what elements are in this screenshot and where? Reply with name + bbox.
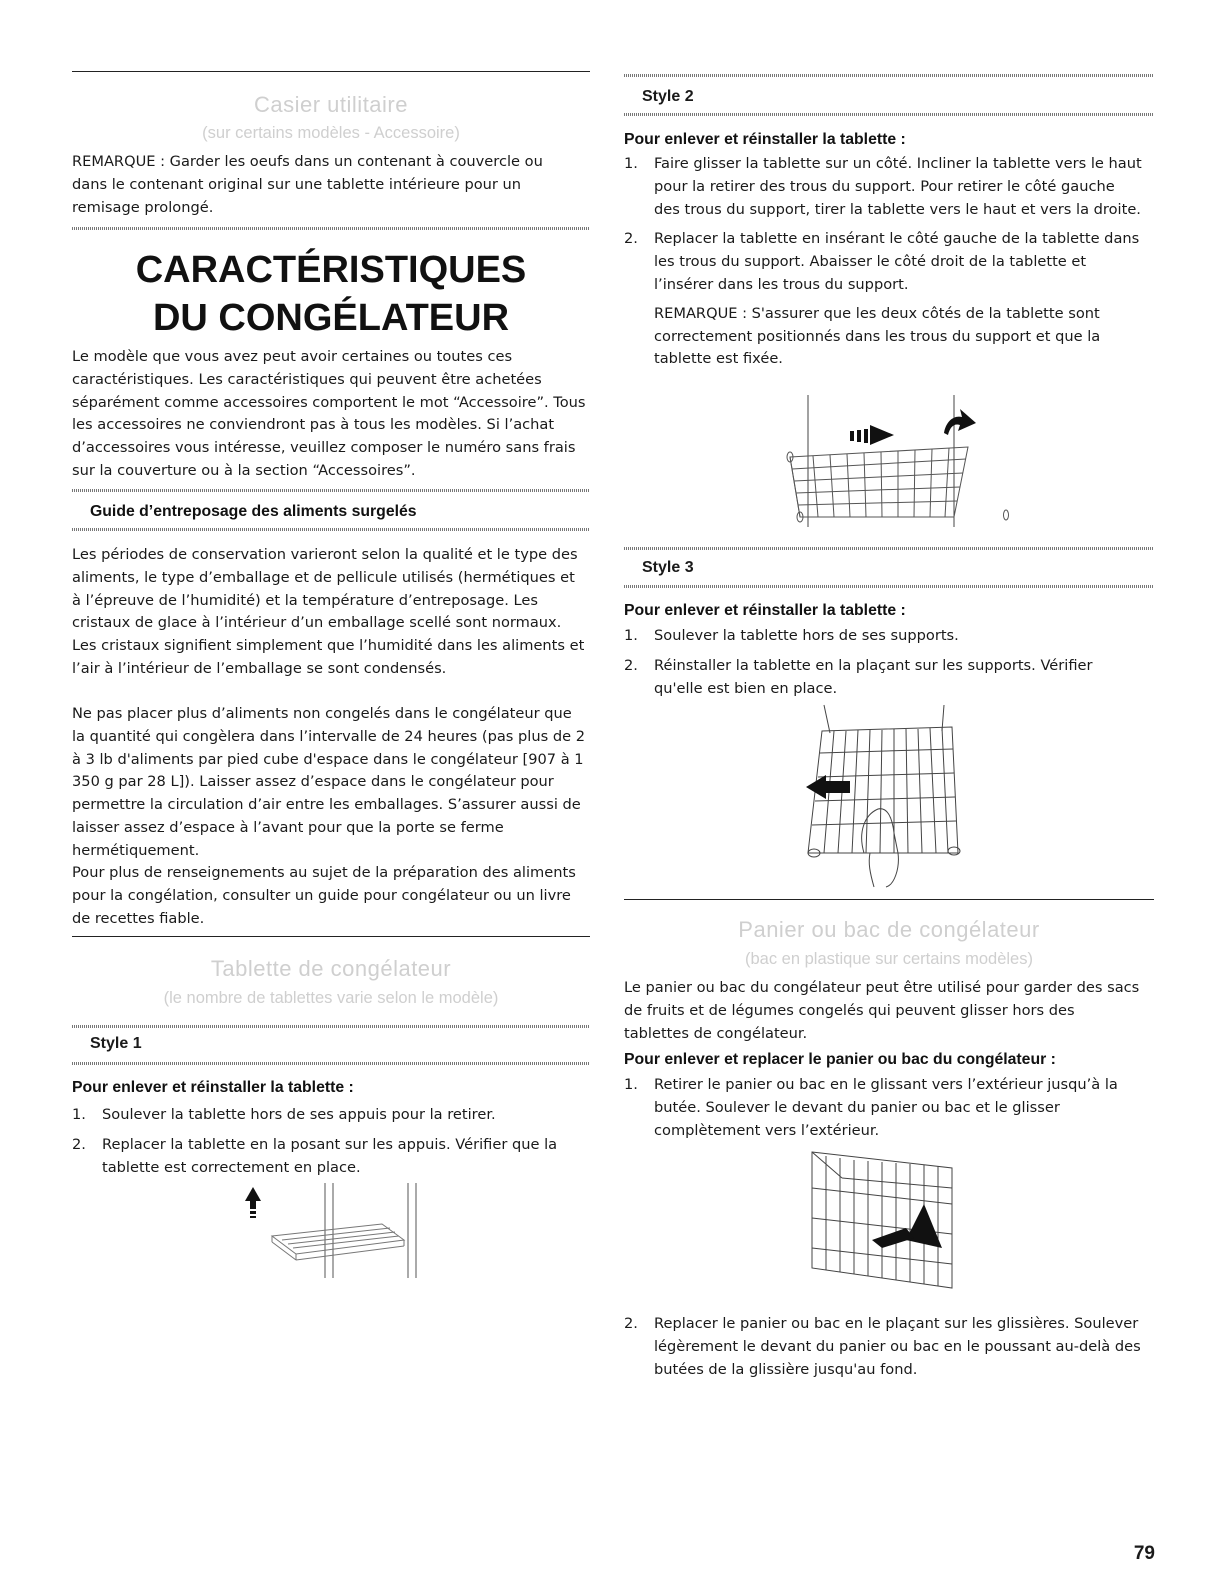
section-rule xyxy=(624,113,1154,116)
list-item xyxy=(624,1313,1142,1381)
panier-title: Panier ou bac de congélateur xyxy=(738,917,1040,942)
style3-label: Style 3 xyxy=(642,559,694,576)
list-item xyxy=(72,1104,586,1127)
style3-heading: Pour enlever et réinstaller la tablette : xyxy=(624,602,906,619)
panier-step1 xyxy=(624,1074,1142,1149)
list-item xyxy=(624,1074,1142,1142)
style1-label: Style 1 xyxy=(90,1035,142,1052)
features-title-line2: DU CONGÉLATEUR xyxy=(152,297,510,339)
list-item xyxy=(624,655,1142,701)
guide-paragraph-3: Pour plus de renseignements au sujet de la préparation des aliments pour la congélation, consulter un guide pour congélateur ou un livre de recettes fiable. xyxy=(72,864,576,927)
step-text: Replacer le panier ou bac en le plaçant sur les glissières. Soulever légèrement le devant du panier ou bac en le poussant au-delà des butées de la glissière jusqu'au fond. xyxy=(654,1315,1141,1378)
section-rule xyxy=(624,74,1154,77)
style3-shelf-illustration xyxy=(794,703,984,893)
list-item xyxy=(624,228,1142,371)
tablette-subtitle: (le nombre de tablettes varie selon le modèle) xyxy=(163,989,499,1007)
step-text: Soulever la tablette hors de ses supports. xyxy=(654,627,959,644)
style3-steps xyxy=(624,625,1142,707)
page-number: 79 xyxy=(1133,1543,1155,1564)
step-number: 2. xyxy=(624,656,638,674)
casier-subtitle: (sur certains modèles - Accessoire) xyxy=(202,124,460,142)
style2-steps xyxy=(624,153,1142,378)
section-rule xyxy=(72,1062,590,1065)
step-text: Retirer le panier ou bac en le glissant vers l’extérieur jusqu’à la butée. Soulever le devant du panier ou bac et le glisser complètement vers l’extérieur. xyxy=(654,1076,1118,1139)
style2-note: REMARQUE : S'assurer que les deux côtés de la tablette sont correctement positionnés dans les trous du support et que la tablette est fixée. xyxy=(654,304,1101,368)
guide-heading: Guide d’entreposage des aliments surgelés xyxy=(90,503,417,520)
section-rule xyxy=(624,547,1154,550)
style1-heading: Pour enlever et réinstaller la tablette : xyxy=(72,1079,354,1096)
features-title-line1: CARACTÉRISTIQUES xyxy=(135,249,527,291)
step-number: 2. xyxy=(624,1315,638,1332)
style2-label: Style 2 xyxy=(642,88,694,105)
section-rule xyxy=(72,227,590,230)
casier-remarque: REMARQUE : Garder les oeufs dans un contenant à couvercle ou dans le contenant original sur une tablette intérieure pour un remisage prolongé. xyxy=(72,153,543,216)
guide-paragraph-2: Ne pas placer plus d’aliments non congelés dans le congélateur que la quantité qui congèlera dans l’intervalle de 24 heures (pas plus de 2 à 3 lb d'aliments par pied cube d'espace dans le congélateur [907 à 1 350 g par 28 L]). Laisser assez d’espace dans le congélateur pour permettre la circulation d’air entre les emballages. S’assurer aussi de laisser assez d’espace à l’avant pour que la porte se ferme hermétiquement. xyxy=(72,705,586,859)
basket-illustration xyxy=(802,1148,962,1298)
step-number: 1. xyxy=(624,627,638,644)
section-rule xyxy=(72,936,590,937)
step-text: Replacer la tablette en insérant le côté gauche de la tablette dans les trous du support. Abaisser le côté droit de la tablette et l’insérer dans les trous du support. xyxy=(654,230,1140,293)
casier-title: Casier utilitaire xyxy=(254,92,408,117)
section-rule xyxy=(624,899,1154,900)
style1-shelf-illustration xyxy=(232,1178,492,1288)
tablette-title: Tablette de congélateur xyxy=(210,956,452,981)
style2-shelf-illustration xyxy=(784,395,1014,535)
section-rule xyxy=(72,71,590,72)
features-title xyxy=(72,246,590,342)
section-rule xyxy=(72,1025,590,1028)
guide-paragraph-1: Les périodes de conservation varieront selon la qualité et le type des aliments, le type d’emballage et de pellicule utilisés (hermétiques et à l’épreuve de l’humidité) et la température d’entreposage. Les cristaux de glace à l’intérieur d’un emballage scellé sont normaux. Les cristaux signifient simplement que l’humidité dans les aliments et l’air à l’intérieur de l’emballage se sont condensés. xyxy=(72,546,585,677)
panier-heading: Pour enlever et replacer le panier ou bac du congélateur : xyxy=(624,1051,1056,1068)
step-text: Replacer la tablette en la posant sur les appuis. Vérifier que la tablette est correctement en place. xyxy=(102,1135,558,1176)
step-text: Soulever la tablette hors de ses appuis pour la retirer. xyxy=(102,1106,496,1123)
list-item xyxy=(72,1134,586,1180)
list-item xyxy=(624,153,1142,221)
step-number: 2. xyxy=(72,1135,86,1153)
step-number: 1. xyxy=(624,1076,638,1093)
panier-step2 xyxy=(624,1313,1142,1388)
curved-arrow-icon xyxy=(944,409,976,435)
right-arrow-icon xyxy=(850,425,894,445)
style2-heading: Pour enlever et réinstaller la tablette : xyxy=(624,131,906,148)
section-rule xyxy=(72,528,590,531)
style1-steps xyxy=(72,1104,586,1186)
up-arrow-icon xyxy=(245,1187,261,1218)
panier-intro: Le panier ou bac du congélateur peut être utilisé pour garder des sacs de fruits et de légumes congelés qui peuvent glisser hors des tablettes de congélateur. xyxy=(624,979,1140,1042)
list-item xyxy=(624,625,1142,648)
features-intro: Le modèle que vous avez peut avoir certaines ou toutes ces caractéristiques. Les caractéristiques qui peuvent être achetées séparément comme accessoires comportent le mot “Accessoire”. Tous les accessoires ne conviendront pas à tous les modèles. Si l’achat d’accessoires vous intéresse, veuillez composer le numéro sans frais sur la couverture ou à la section “Accessoires”. xyxy=(72,348,586,479)
step-number: 1. xyxy=(624,155,638,172)
step-number: 2. xyxy=(624,230,638,248)
panier-subtitle: (bac en plastique sur certains modèles) xyxy=(745,950,1033,968)
section-rule xyxy=(72,489,590,492)
step-number: 1. xyxy=(72,1106,86,1123)
step-text: Réinstaller la tablette en la plaçant sur les supports. Vérifier qu'elle est bien en place. xyxy=(654,656,1093,697)
step-text: Faire glisser la tablette sur un côté. Incliner la tablette vers le haut pour la retirer des trous du support. Pour retirer le côté gauche des trous du support, tirer la tablette vers le haut et vers la droite. xyxy=(654,155,1142,218)
left-arrow-icon xyxy=(806,775,850,799)
section-rule xyxy=(624,585,1154,588)
